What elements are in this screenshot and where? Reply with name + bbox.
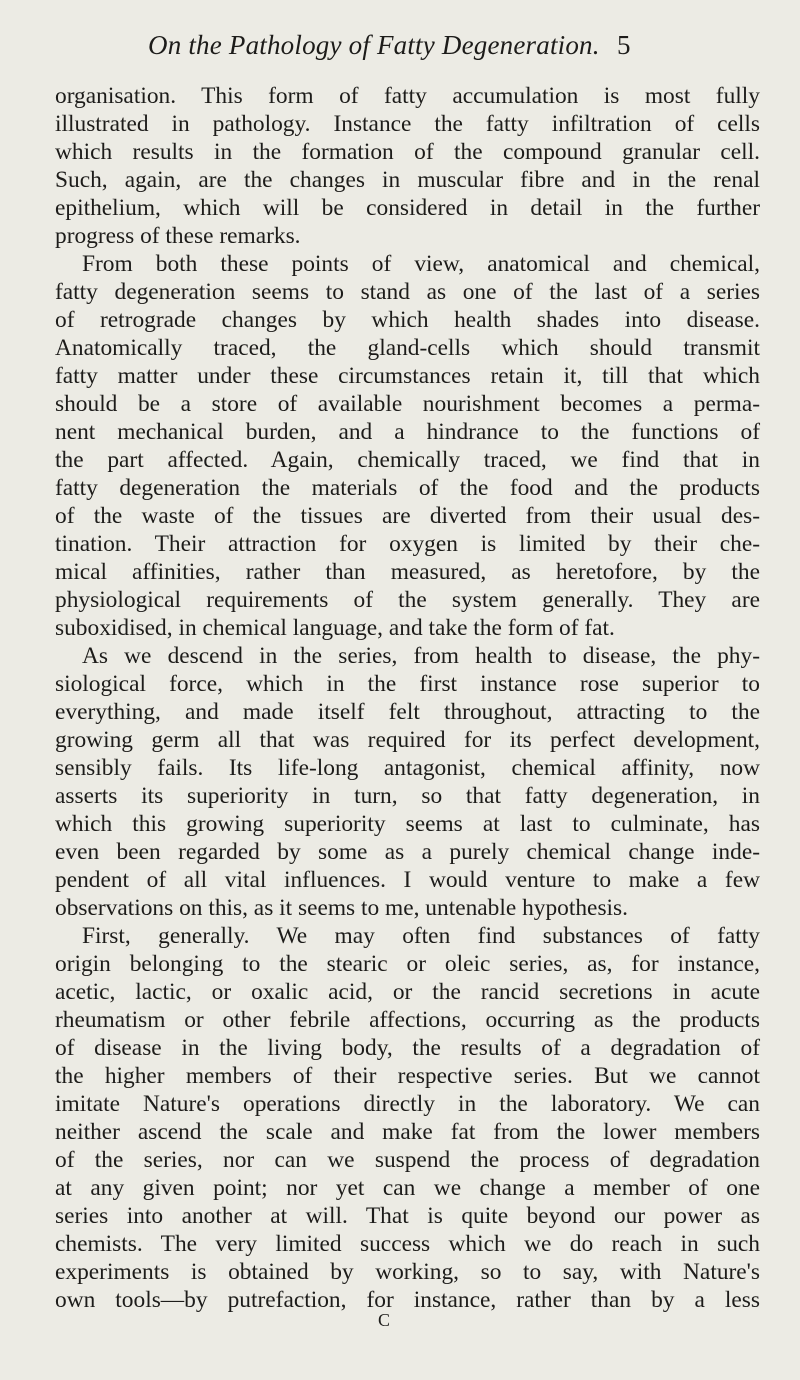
running-header [148,30,708,70]
body-text [55,82,760,1314]
text-line: growing germ all that was required for its perfect development, [55,727,760,753]
text-line: suboxidised, in chemical language, and take the form of fat. [55,615,615,641]
text-line: siological force, which in the first instance rose superior to [55,671,760,697]
text-line: pendent of all vital influences. I would venture to make a few [55,867,760,893]
text-line: sensibly fails. Its life-long antagonist, chemical affinity, now [55,755,760,781]
text-line: progress of these remarks. [55,223,301,249]
text-line: asserts its superiority in turn, so that fatty degeneration, in [55,783,760,809]
text-line: of retrograde changes by which health shades into disease. [55,307,760,333]
text-line: of the waste of the tissues are diverted from their usual des- [55,503,760,529]
text-line: own tools—by putrefaction, for instance, rather than by a less [55,1287,760,1313]
text-line: organisation. This form of fatty accumulation is most fully [55,83,760,109]
text-line: chemists. The very limited success which we do reach in such [55,1231,760,1257]
text-line: acetic, lactic, or oxalic acid, or the rancid secretions in acute [55,979,760,1005]
text-line: series into another at will. That is quite beyond our power as [55,1203,760,1229]
text-line: tination. Their attraction for oxygen is limited by their che- [55,531,760,557]
text-line: should be a store of available nourishment becomes a perma- [55,391,760,417]
text-line: imitate Nature's operations directly in the laboratory. We can [55,1091,760,1117]
text-line: of the series, nor can we suspend the process of degradation [55,1147,760,1173]
text-line: origin belonging to the stearic or oleic series, as, for instance, [55,951,760,977]
text-line: nent mechanical burden, and a hindrance to the functions of [55,419,760,445]
text-line: of disease in the living body, the results of a degradation of [55,1035,760,1061]
text-line: even been regarded by some as a purely chemical change inde- [55,839,760,865]
text-line: observations on this, as it seems to me, untenable hypothesis. [55,895,628,921]
page-number: 5 [617,30,631,60]
text-line: As we descend in the series, from health to disease, the phy- [82,643,760,669]
text-line: rheumatism or other febrile affections, occurring as the products [55,1007,760,1033]
text-line: illustrated in pathology. Instance the fatty infiltration of cells [55,111,760,137]
text-line: neither ascend the scale and make fat from the lower members [55,1119,760,1145]
text-line: experiments is obtained by working, so to say, with Nature's [55,1259,760,1285]
text-line: the higher members of their respective series. But we cannot [55,1063,760,1089]
text-line: fatty degeneration the materials of the food and the products [55,475,760,501]
text-line: Anatomically traced, the gland-cells which should transmit [55,335,760,361]
text-line: epithelium, which will be considered in detail in the further [55,195,760,221]
text-line: fatty matter under these circumstances retain it, till that which [55,363,760,389]
signature-mark: C [378,1310,392,1330]
text-line: everything, and made itself felt throughout, attracting to the [55,699,760,725]
text-line: physiological requirements of the system generally. They are [55,587,760,613]
text-line: Such, again, are the changes in muscular fibre and in the renal [55,167,760,193]
text-line: at any given point; nor yet can we change a member of one [55,1175,760,1201]
text-line: which this growing superiority seems at last to culminate, has [55,811,760,837]
text-line: From both these points of view, anatomical and chemical, [82,251,760,277]
text-line: which results in the formation of the compound granular cell. [55,139,760,165]
text-line: First, generally. We may often find substances of fatty [82,923,760,949]
text-line: mical affinities, rather than measured, as heretofore, by the [55,559,760,585]
text-line: the part affected. Again, chemically traced, we find that in [55,447,760,473]
text-line: fatty degeneration seems to stand as one of the last of a series [55,279,760,305]
running-title: On the Pathology of Fatty Degeneration. [148,30,600,60]
